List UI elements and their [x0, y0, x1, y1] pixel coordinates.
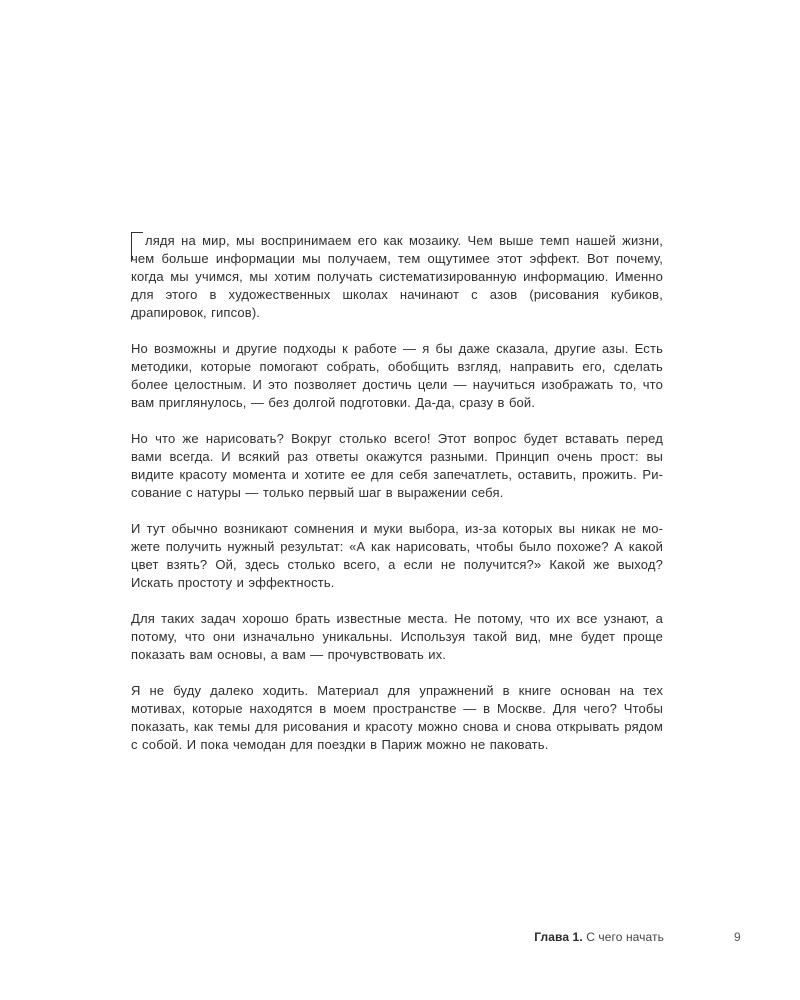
paragraph-2: Но возможны и другие подходы к работе — я бы даже сказала, другие азы. Есть методики, которые помогают собрать, обобщить взгляд, направить его, сделать более целостным. И это позволяет достичь цели — научиться изображать то, что вам приглянулось, — без долгой подготовки. Да-да, сразу в бой. [131, 341, 663, 410]
paragraph-1-text: лядя на мир, мы воспринимаем его как мозаику. Чем выше темп нашей жизни, чем больше информации мы получаем, тем ощутимее этот эффект. Вот почему, когда мы учимся, мы хотим получать систематизированную информацию. Именно для этого в художественных школах начинают с азов (рисования кубиков, драпировок, гипсов). [131, 233, 663, 320]
chapter-title: С чего начать [586, 930, 664, 944]
page-footer [0, 930, 800, 950]
chapter-label: Глава 1. [534, 930, 583, 944]
page-number: 9 [734, 930, 741, 944]
running-head [534, 930, 664, 944]
paragraph-1 [131, 232, 663, 322]
paragraph-4: И тут обычно возникают сомнения и муки выбора, из-за которых вы никак не можете получить нужный результат: «А как нарисовать, чтобы было похоже? А какой цвет взять? Ой, здесь столько всего, а если не получится?» Какой же выход? Искать простоту и эффектность. [131, 521, 663, 590]
drop-cap-bracket-icon [131, 232, 143, 262]
paragraph-3: Но что же нарисовать? Вокруг столько всего! Этот вопрос будет вставать перед вами всегда. И всякий раз ответы окажутся разными. Принцип очень прост: вы видите красоту момента и хотите ее для себя запечатлеть, оставить, прожить. Рисование с натуры — только первый шаг в выражении себя. [131, 431, 663, 500]
body-text [131, 232, 663, 772]
paragraph-6: Я не буду далеко ходить. Материал для упражнений в книге основан на тех мотивах, которые находятся в моем пространстве — в Москве. Для чего? Чтобы показать, как темы для рисования и красоту можно снова и снова открывать рядом с собой. И пока чемодан для поездки в Париж можно не паковать. [131, 683, 663, 752]
paragraph-5: Для таких задач хорошо брать известные места. Не потому, что их все узнают, а потому, что они изначально уникальны. Используя такой вид, мне будет проще показать вам основы, а вам — прочувствовать их. [131, 611, 663, 662]
